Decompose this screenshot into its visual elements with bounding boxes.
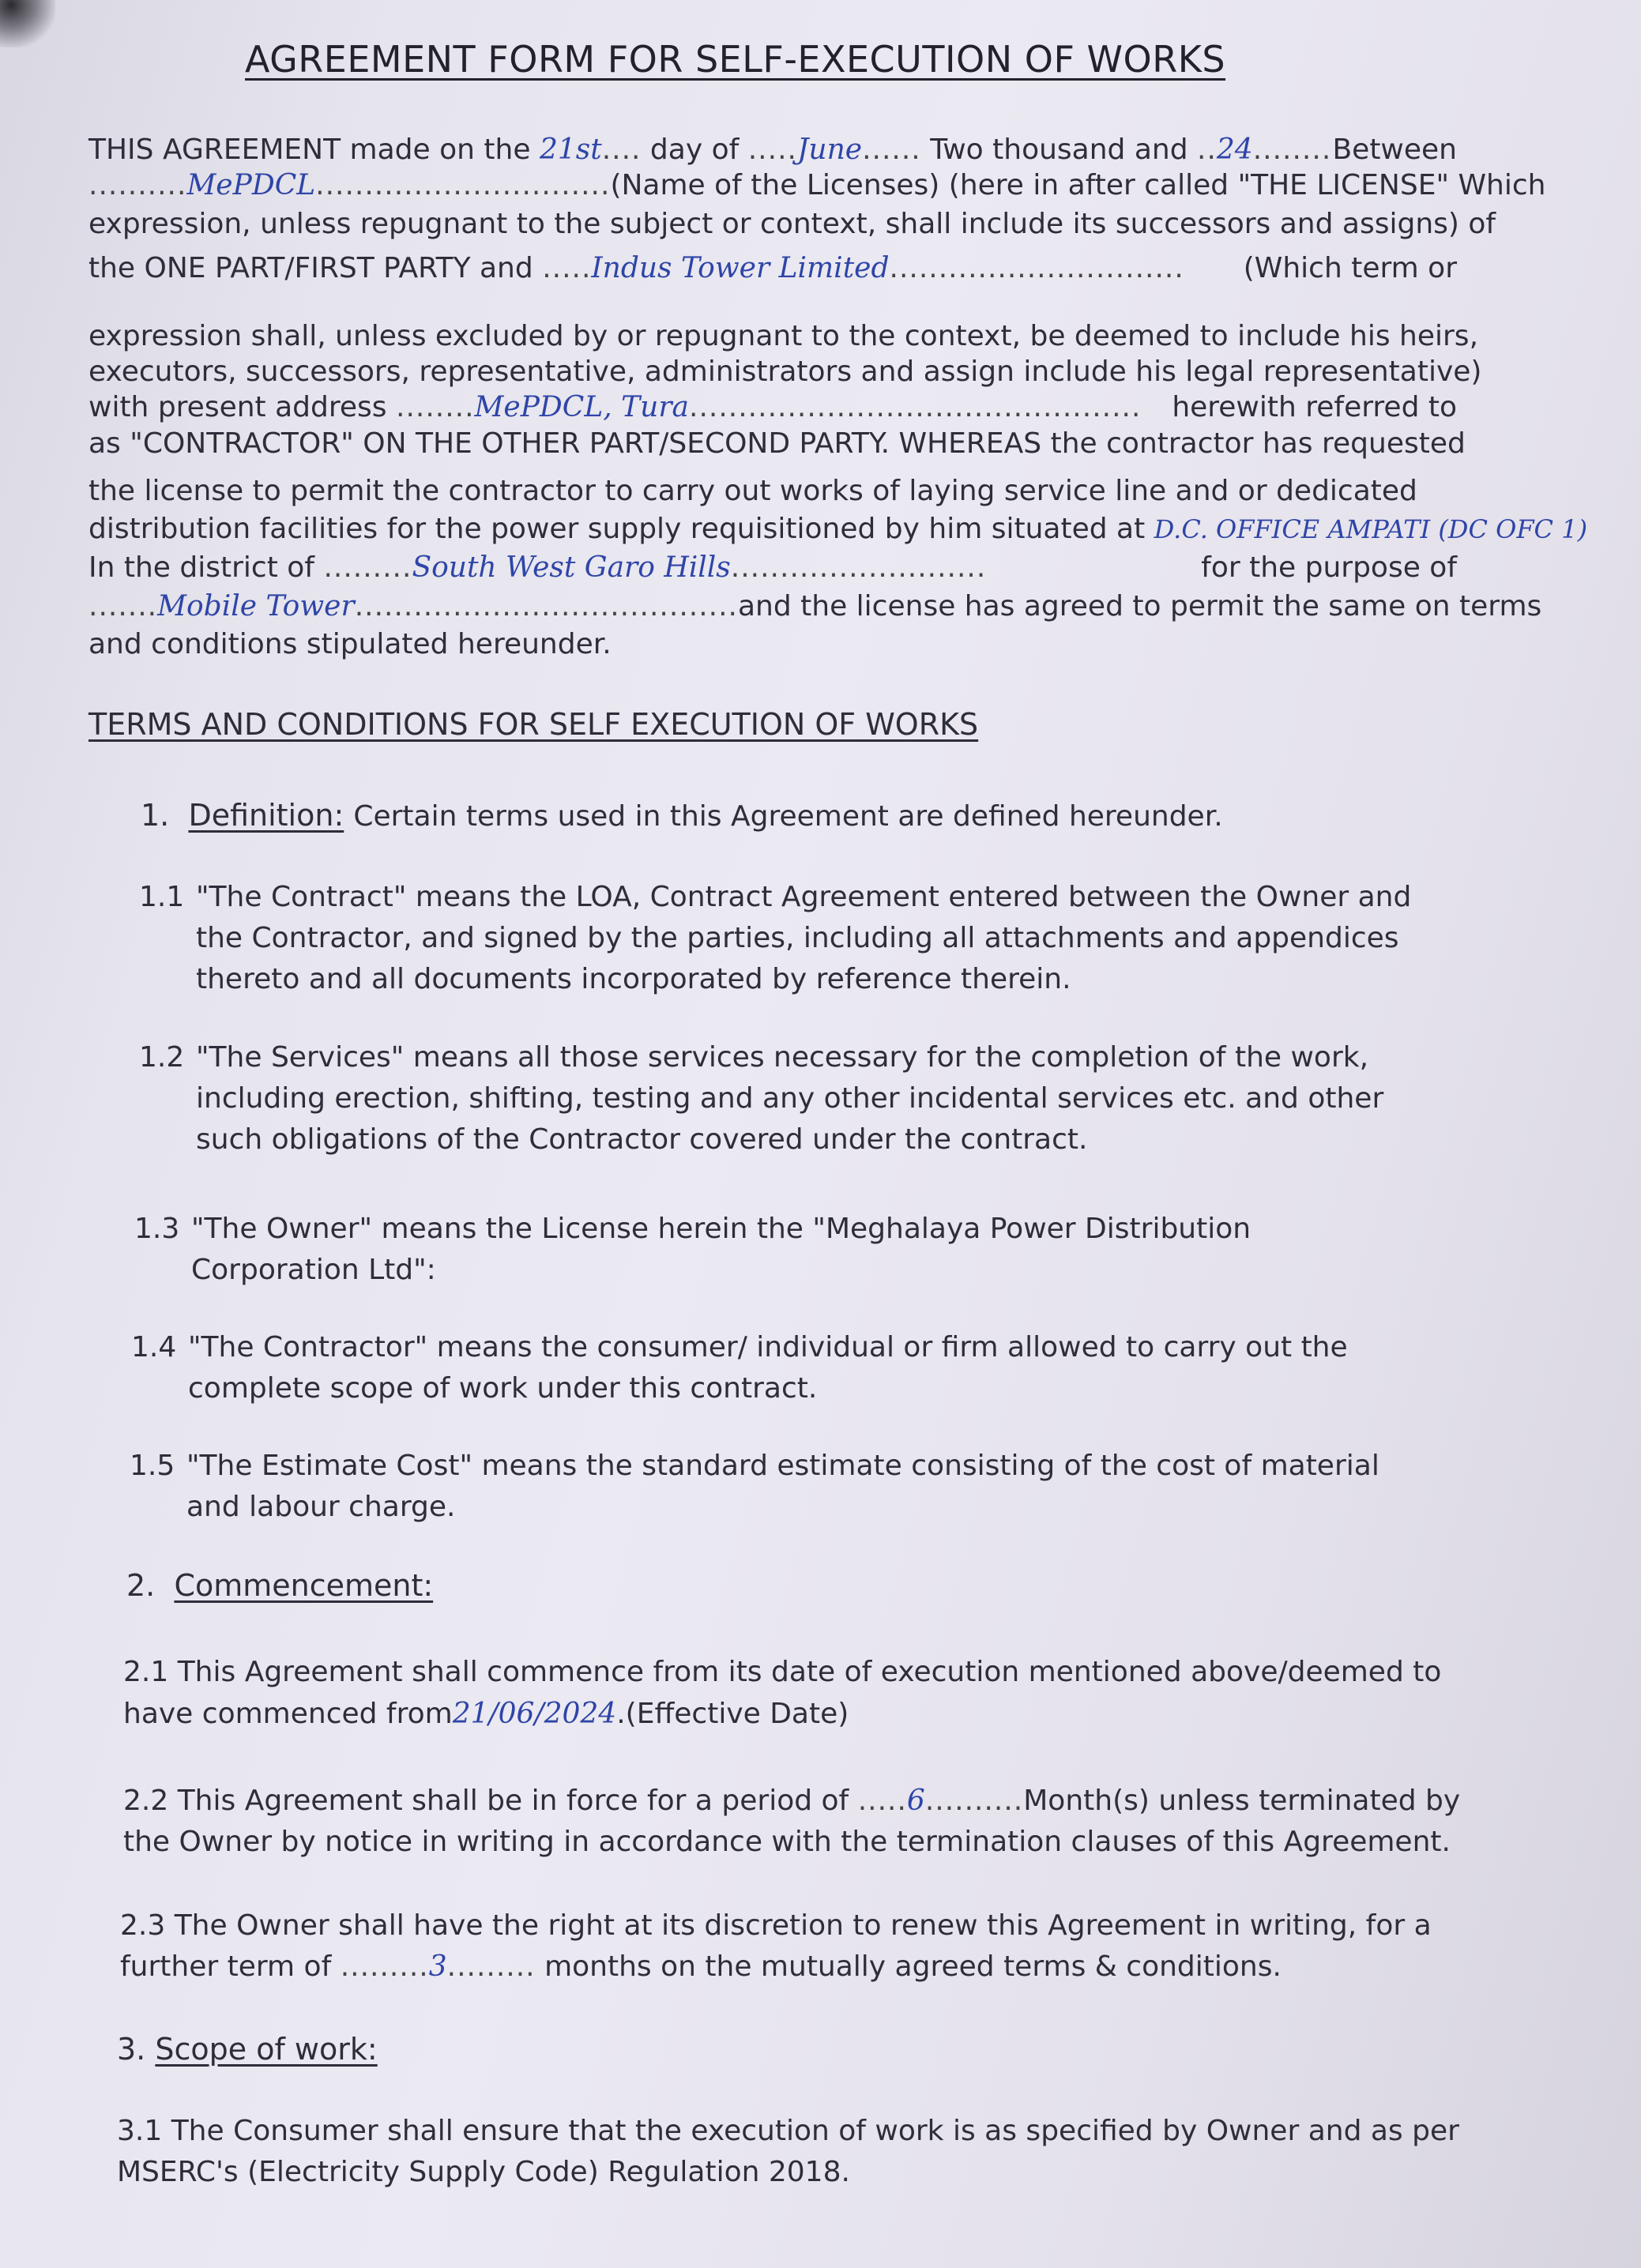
preamble-text: THIS AGREEMENT made on the [88,134,531,166]
commencement-2-1-line-1: 2.1 This Agreement shall commence from its date of execution mentioned above/deemed to [123,1656,1442,1688]
section-number: 1. [141,798,170,833]
scope-3-1-line-2: MSERC's (Electricity Supply Code) Regulation 2018. [117,2156,850,2188]
scope-3-1-line-1: 3.1 The Consumer shall ensure that the execution of work is as specified by Owner and as per [117,2115,1459,2147]
handwritten-licensee: MePDCL [186,169,316,201]
commencement-2-2-line-2: the Owner by notice in writing in accordance with the termination clauses of this Agreement. [123,1826,1451,1858]
section-number: 2. [126,1568,156,1603]
commencement-2-3-line-2: further term of .........3......... months on the mutually agreed terms & conditions. [120,1950,1282,1983]
item-number: 1.4 [131,1331,177,1363]
preamble-text: with present address [88,391,387,423]
item-text: have commenced from [123,1698,453,1730]
item-text: "The Contractor" means the consumer/ individual or firm allowed to carry out the complete scope of work under this contract. [188,1331,1348,1405]
section-3-heading [117,2032,378,2067]
definition-item [134,1209,1398,1291]
preamble-line-2: ..........MePDCL.............................. (Name of the Licenses) (here in after called "THE LICENSE" Which [88,169,1546,201]
preamble-line-13: and conditions stipulated hereunder. [88,628,612,660]
commencement-2-1-line-2 [123,1697,1458,1732]
section-intro: Certain terms used in this Agreement are defined hereunder. [353,800,1223,833]
preamble-text: (Name of the Licenses) (here in after called "THE LICENSE" Which [610,169,1546,201]
preamble-line-3: expression, unless repugnant to the subject or context, shall include its successors and assigns) of [88,208,1496,240]
commencement-2-3-line-1: 2.3 The Owner shall have the right at its discretion to renew this Agreement in writing, for a [120,1909,1432,1942]
section-2-heading [126,1568,433,1603]
item-text: 2.2 This Agreement shall be in force for a period of [123,1785,849,1817]
item-text: .(Effective Date) [616,1698,849,1730]
preamble-text: day of [649,134,740,166]
item-number: 1.1 [139,881,185,913]
preamble-line-10 [88,512,1590,547]
definition-item [130,1446,1394,1528]
terms-heading: TERMS AND CONDITIONS FOR SELF EXECUTION OF WORKS [88,707,979,742]
definition-item [139,1037,1457,1160]
preamble-text: and the license has agreed to permit the same on terms [737,590,1542,622]
handwritten-day: 21st [539,134,602,166]
preamble-line-7: with present address ........MePDCL, Tura.............................................. herewith referred to [88,391,1457,423]
preamble-text: Two thousand and [930,134,1188,166]
handwritten-site-location: D.C. OFFICE AMPATI (DC OFC 1) [1154,514,1588,544]
item-text: further term of [120,1950,332,1983]
document-title: AGREEMENT FORM FOR SELF-EXECUTION OF WORKS [245,38,1226,81]
preamble-text: for the purpose of [1201,551,1457,584]
item-text: Month(s) unless terminated by [1023,1785,1461,1817]
handwritten-contractor-name: Indus Tower Limited [591,252,890,284]
section-title: Commencement: [174,1568,434,1603]
preamble-line-4: the ONE PART/FIRST PARTY and .....Indus Tower Limited.............................. (Which term or [88,252,1457,284]
item-text: months on the mutually agreed terms & conditions. [544,1950,1282,1983]
preamble-line-6: executors, successors, representative, administrators and assign include his legal representative) [88,355,1482,388]
item-number: 1.5 [130,1450,175,1482]
preamble-text: the ONE PART/FIRST PARTY and [88,252,533,284]
section-title: Scope of work: [155,2032,378,2067]
definition-item [139,877,1457,1000]
item-text: "The Services" means all those services necessary for the completion of the work, including erection, shifting, testing and any other incidental services etc. and other such obligations of the Contractor covered under the contract. [196,1041,1384,1156]
handwritten-effective-date: 21/06/2024 [452,1698,617,1730]
preamble-line-11: In the district of .........South West Garo Hills.......................... for the purpose of [88,551,1457,584]
item-text: "The Estimate Cost" means the standard estimate consisting of the cost of material and labour charge. [186,1450,1379,1523]
preamble-line-8: as "CONTRACTOR" ON THE OTHER PART/SECOND PARTY. WHEREAS the contractor has requested [88,427,1466,460]
preamble-text: In the district of [88,551,314,584]
definition-item [131,1327,1451,1409]
item-text: "The Contract" means the LOA, Contract Agreement entered between the Owner and the Contractor, and signed by the parties, including all attachments and appendices thereto and all documents incorporated by reference therein. [196,881,1412,995]
section-title: Definition: [188,798,344,833]
item-text: "The Owner" means the License herein the "Meghalaya Power Distribution Corporation Ltd": [191,1213,1251,1286]
item-number: 1.3 [134,1213,180,1245]
handwritten-month: June [796,134,863,166]
handwritten-year: 24 [1216,134,1253,166]
preamble-line-5: expression shall, unless excluded by or repugnant to the context, be deemed to include his heirs, [88,320,1479,352]
preamble-text: Between [1332,134,1457,166]
handwritten-period-months: 6 [906,1785,925,1817]
preamble-text: distribution facilities for the power supply requisitioned by him situated at [88,513,1146,545]
section-number: 3. [117,2032,146,2067]
section-1-heading [141,798,1223,833]
handwritten-renewal-months: 3 [428,1950,447,1983]
preamble-text: (Which term or [1243,252,1457,284]
preamble-line-1: THIS AGREEMENT made on the 21st.... day of .....June...... Two thousand and ..24........ Between [88,134,1457,166]
page-corner-shadow [0,0,55,47]
handwritten-district: South West Garo Hills [412,551,731,584]
preamble-line-9: the license to permit the contractor to carry out works of laying service line and or dedicated [88,475,1417,507]
preamble-text: herewith referred to [1172,391,1457,423]
handwritten-purpose: Mobile Tower [157,590,355,622]
preamble-line-12: .......Mobile Tower....................................... and the license has agreed to permit the same on terms [88,590,1542,622]
handwritten-address: MePDCL, Tura [474,391,690,423]
item-number: 1.2 [139,1041,185,1074]
commencement-2-2-line-1: 2.2 This Agreement shall be in force for a period of .....6.......... Month(s) unless terminated by [123,1785,1461,1817]
